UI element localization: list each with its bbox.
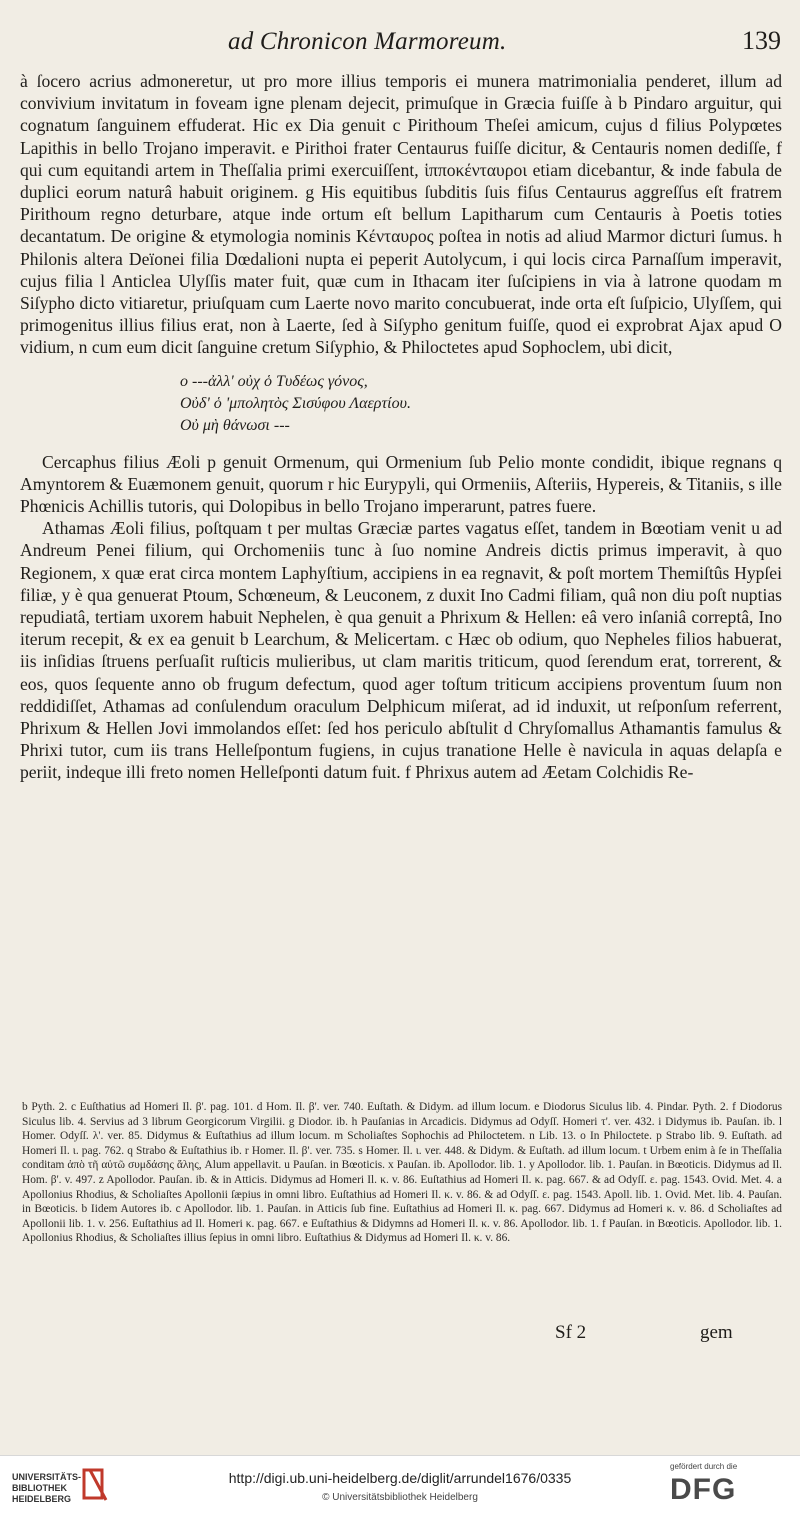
funding-block [670,1462,790,1512]
library-line-1: UNIVERSITÄTS- [12,1472,82,1482]
paragraph-1: à ſocero acrius admoneretur, ut pro more illius temporis ei munera matrimonialia penderet, illum ad convivium invitatum in foveam igne plenam dejecit, primuſque in Græcia fuiſſe à b Pindaro arguitur, qui cognatum ſanguinem effuderat. Hic ex Dia genuit c Pirithoum Theſei amicum, cujus d filius Polypœtes Lapithis in bello Trojano imperavit. e Pirithoi frater Centaurus fuiſſe dicitur, & Centauris nomen dediſſe, f qui cum equitandi artem in Theſſalia primi exercuiſſent, ἱπποκένταυροι etiam dicebantur, & inde fabula de duplici eorum naturâ habuit originem. g His equitibus ſubditis ſuis fiſus Centaurus aggreſſus eſt fratrem Pirithoum regno deturbare, atque inde ortum eſt bellum Lapitharum cum Centauris à Poetis toties decantatum. De origine & etymologia nominis Κένταυρος poſtea in notis ad aliud Marmor dicturi ſumus. h Philonis altera Deïonei filia Dœdalioni nupta ei peperit Autolycum, i qui locis circa Parnaſſum imperavit, cujus filia l Anticlea Ulyſſis mater fuit, quæ cum in Ithacam iter ſuſcipiens in via à latrone quodam m Siſypho dicto vitiaretur, priuſquam cum Laerte novo marito concubuerat, inde orta eſt ſuſpicio, Ulyſſem, qui primogenitus illius filius erat, non à Laerte, ſed à Siſypho genitum fuiſſe, quod ei exprobrat Ajax apud O vidium, n cum eum dicit ſanguine cretum Siſyphio, & Philoctetes apud Sophoclem, ubi dicit, [20,71,782,358]
copyright-notice: © Universitätsbibliothek Heidelberg [322,1492,478,1503]
main-text [20,70,782,784]
funding-caption: gefördert durch die [670,1462,738,1471]
viewer-footer [0,1455,800,1518]
signature-mark: Sf 2 [555,1322,587,1343]
greek-quote [180,371,782,437]
paragraph-2: Cercaphus filius Æoli p genuit Ormenum, qui Ormenium ſub Pelio monte condidit, ibique regnans q Amyntorem & Euæmonem genuit, quorum r hic Eurypyli, qui Ormeniis, Aſteriis, Hypereis, & Titaniis, s ille Phœnicis Achillis tutoris, qui Dolopibus in bello Trojano imperarunt, patres fuere. [20,451,782,517]
quote-line-1: o ---ἀλλ' οὐχ ὁ Τυδέως γόνος, [180,372,368,390]
quote-line-3: Οὐ μὴ θάνωσι --- [180,416,290,434]
running-title: ad Chronicon Marmoreum. [228,28,507,55]
footnotes: b Pyth. 2. c Euſthatius ad Homeri Il. β'. pag. 101. d Hom. Il. β'. ver. 740. Euſtath. & Didym. ad illum locum. e Diodorus Siculus lib. 4. Pindar. Pyth. 2. f Diodorus Siculus lib. 4. Servius ad 3 librum Georgicorum Virgilii. g Diodor. ib. h Pauſanias in Arcadicis. Didymus ad Odyſſ. Homeri τ'. ver. 432. i Didymus ib. Pauſan. ib. l Homer. Odyſſ. λ'. ver. 85. Didymus & Euſtathius ad illum locum. m Scholiaſtes Sophochis ad Philoctetem. n Lib. 13. o In Philoctete. p Strabo lib. 9. Euſtath. ad Homeri Il. ι. pag. 762. q Strabo & Euſtathius ib. r Homer. Il. β'. ver. 735. s Homer. Il. ι. ver. 448. & Didym. & Euſtath. ad illum locum. t Urbem enim à ſe in Theſſalia conditam ἀπὸ τῆ αὐτῶ συμδάσης ἄλης, Alum appellavit. u Pauſan. in Bœoticis. x Pauſan. ib. Apollodor. lib. 1. y Apollodor. lib. 1. Pauſan. in Bœoticis. Didymus ad Il. Hom. β'. v. 497. z Apollodor. Pauſan. ib. & in Atticis. Didymus ad Homeri Il. κ. v. 86. Euſtathius ad Homeri Il. κ. pag. 667. & ad Odyſſ. ε. pag. 1543. Ovid. Met. 4. a Apollonius Rhodius, & Scholiaſtes Apollonii ſæpius in omni libro. Euſtathius ad Homeri Il. κ. v. 86. & ad Odyſſ. ε. pag. 1543. Apoll. lib. 1. Ovid. Met. lib. 4. Pauſan. in Bœoticis. b Iidem Autores ib. c Apollodor. lib. 1. Pauſan. in Atticis ſub fine. Euſtathius ad Homeri Il. κ. pag. 667. Didymus ad Homeri κ. v. 86. d Scholiaſtes ad Apollonii lib. 1. v. 256. Euſtathius ad Il. Homeri κ. pag. 667. e Euſtathius & Didymns ad Homeri Il. κ. v. 86. Apollodor. lib. 1. f Pauſan. in Bœoticis. Apollodor. lib. 1. Apollonius Rhodius, & Scholiaſtes illius ſepius in omni libro. Euſtathius & Didymus ad Homeri Il. κ. v. 86. [22,1101,782,1245]
paragraph-3: Athamas Æoli filius, poſtquam t per multas Græciæ partes vagatus eſſet, tandem in Bœotiam venit u ad Andreum Penei filium, qui Orchomeniis tunc à ſuo nomine Andreis dictis primus imperavit, à quo Regionem, x quæ erat circa montem Laphyſtium, accipiens in ea regnavit, & poſt mortem Themiſtûs Hypſei filiæ, y è qua genuerat Ptoum, Schœneum, & Leuconem, z duxit Ino Cadmi filiam, quâ non diu poſt nuptias repudiatâ, tertiam uxorem habuit Nephelen, è qua genuit a Phrixum & Hellen: eâ vero inſaniâ correptâ, Ino iterum recepit, & ex ea genuit b Learchum, & Melicertam. c Hæc ob odium, quo Nepheles filios habuerat, iis inſidias ſtruens perſuaſit ruſticis mulieribus, ut clam maritis triticum, quod ſerendum erat, torrerent, & eos, quos ſequente anno ob frugum defectum, quod ager toſtum triticum accipiens proventum ſuum non reddidiſſet, Athamas ad conſulendum oraculum Delphicum miſerat, ad id induxit, ut reſponſum referrent, Phrixum & Hellen Jovi immolandos eſſet: ſed hos periculo abſtulit d Chryſomallus Athamantis famulus & Phrixi tutor, cum iis trans Helleſpontum fugiens, in cujus tranatione Helle è navicula in aquas delapſa e periit, indeque illi freto nomen Helleſponti datum fuit. f Phrixus autem ad Æetam Colchidis Re- [20,518,782,783]
library-line-2: BIBLIOTHEK [12,1483,67,1493]
quote-line-2: Οὐδ' ὁ 'μπολητὸς Σισύφου Λαερτίου. [180,394,411,412]
catchword: gem [700,1322,733,1343]
library-line-3: HEIDELBERG [12,1494,72,1504]
page-header [0,20,800,60]
dfg-logo: DFG [670,1473,737,1506]
page-url-link[interactable]: http://digi.ub.uni-heidelberg.de/diglit/arrundel1676/0335 [228,1470,572,1486]
page-number: 139 [742,26,781,55]
